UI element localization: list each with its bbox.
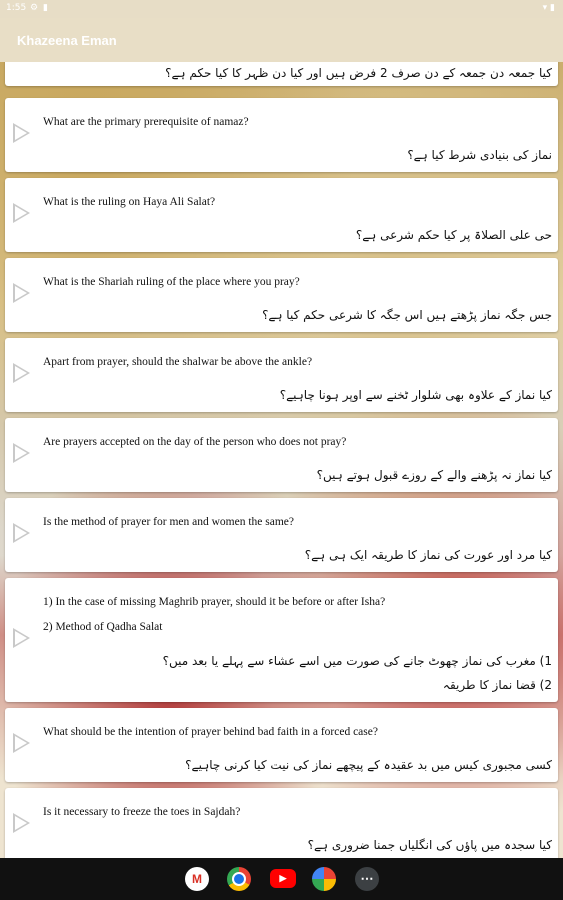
youtube-icon[interactable]: ▶	[270, 869, 296, 888]
play-icon[interactable]	[13, 203, 30, 223]
app-bar	[0, 18, 563, 62]
list-item[interactable]	[5, 418, 558, 492]
question-list[interactable]	[0, 62, 563, 858]
list-item[interactable]	[5, 788, 558, 858]
status-bar	[0, 0, 563, 18]
play-icon[interactable]	[13, 283, 30, 303]
taskbar	[0, 858, 563, 900]
play-icon[interactable]	[13, 628, 30, 648]
wifi-battery-icons: ▾ ▮	[542, 3, 555, 13]
list-item[interactable]	[5, 62, 558, 86]
notification-status-icon: ▮	[43, 3, 48, 13]
question-urdu-2: 2) قضا نماز کا طریقہ	[442, 678, 552, 692]
question-english: What is the ruling on Haya Ali Salat?	[43, 196, 216, 208]
photos-icon[interactable]	[312, 867, 336, 891]
question-urdu: کیا نماز کے علاوہ بھی شلوار ٹخنے سے اوپر ہونا چاہیے؟	[279, 388, 552, 402]
play-icon[interactable]	[13, 443, 30, 463]
question-urdu: کیا جمعہ دن جمعہ کے دن صرف 2 فرض ہیں اور کیا دن ظہر کا کیا حکم ہے؟	[165, 66, 552, 80]
question-urdu: 1) مغرب کی نماز چھوٹ جانے کی صورت میں اسے عشاء سے پہلے یا بعد میں؟	[162, 654, 552, 668]
play-icon[interactable]	[13, 363, 30, 383]
question-urdu: کیا سجدہ میں پاؤں کی انگلیاں جمنا ضروری ہے؟	[307, 838, 552, 852]
list-item[interactable]	[5, 708, 558, 782]
list-item[interactable]	[5, 178, 558, 252]
app-drawer-icon[interactable]: ⋯	[355, 867, 379, 891]
play-icon[interactable]	[13, 123, 30, 143]
question-urdu: حی علی الصلاۃ پر کیا حکم شرعی ہے؟	[355, 228, 552, 242]
list-item[interactable]	[5, 578, 558, 702]
question-urdu: کیا نماز نہ پڑھنے والے کے روزے قبول ہوتے ہیں؟	[316, 468, 552, 482]
question-english-2: 2) Method of Qadha Salat	[43, 621, 163, 633]
chrome-icon[interactable]	[227, 867, 251, 891]
gmail-icon[interactable]: M	[185, 867, 209, 891]
list-item[interactable]	[5, 498, 558, 572]
list-item[interactable]	[5, 258, 558, 332]
list-item[interactable]	[5, 338, 558, 412]
play-icon[interactable]	[13, 523, 30, 543]
question-urdu: کیا مرد اور عورت کی نماز کا طریقہ ایک ہی ہے؟	[304, 548, 552, 562]
app-title: Khazeena Eman	[17, 33, 117, 48]
question-english: What should be the intention of prayer behind bad faith in a forced case?	[43, 726, 378, 738]
question-urdu: جس جگہ نماز پڑھتے ہیں اس جگہ کا شرعی حکم کیا ہے؟	[262, 308, 552, 322]
question-english: 1) In the case of missing Maghrib prayer, should it be before or after Isha?	[43, 596, 386, 608]
question-english: Apart from prayer, should the shalwar be above the ankle?	[43, 356, 313, 368]
question-urdu: کسی مجبوری کیس میں بد عقیدہ کے پیچھے نماز کی نیت کیا کرنی چاہیے؟	[185, 758, 552, 772]
question-english: Is the method of prayer for men and women the same?	[43, 516, 294, 528]
question-urdu: نماز کی بنیادی شرط کیا ہے؟	[407, 148, 552, 162]
list-item[interactable]	[5, 98, 558, 172]
question-english: What are the primary prerequisite of namaz?	[43, 116, 249, 128]
play-icon[interactable]	[13, 813, 30, 833]
settings-status-icon: ⚙	[30, 3, 39, 13]
play-icon[interactable]	[13, 733, 30, 753]
question-english: Is it necessary to freeze the toes in Sajdah?	[43, 806, 241, 818]
question-english: What is the Shariah ruling of the place where you pray?	[43, 276, 300, 288]
status-time: 1:55	[6, 3, 27, 13]
question-english: Are prayers accepted on the day of the person who does not pray?	[43, 436, 347, 448]
